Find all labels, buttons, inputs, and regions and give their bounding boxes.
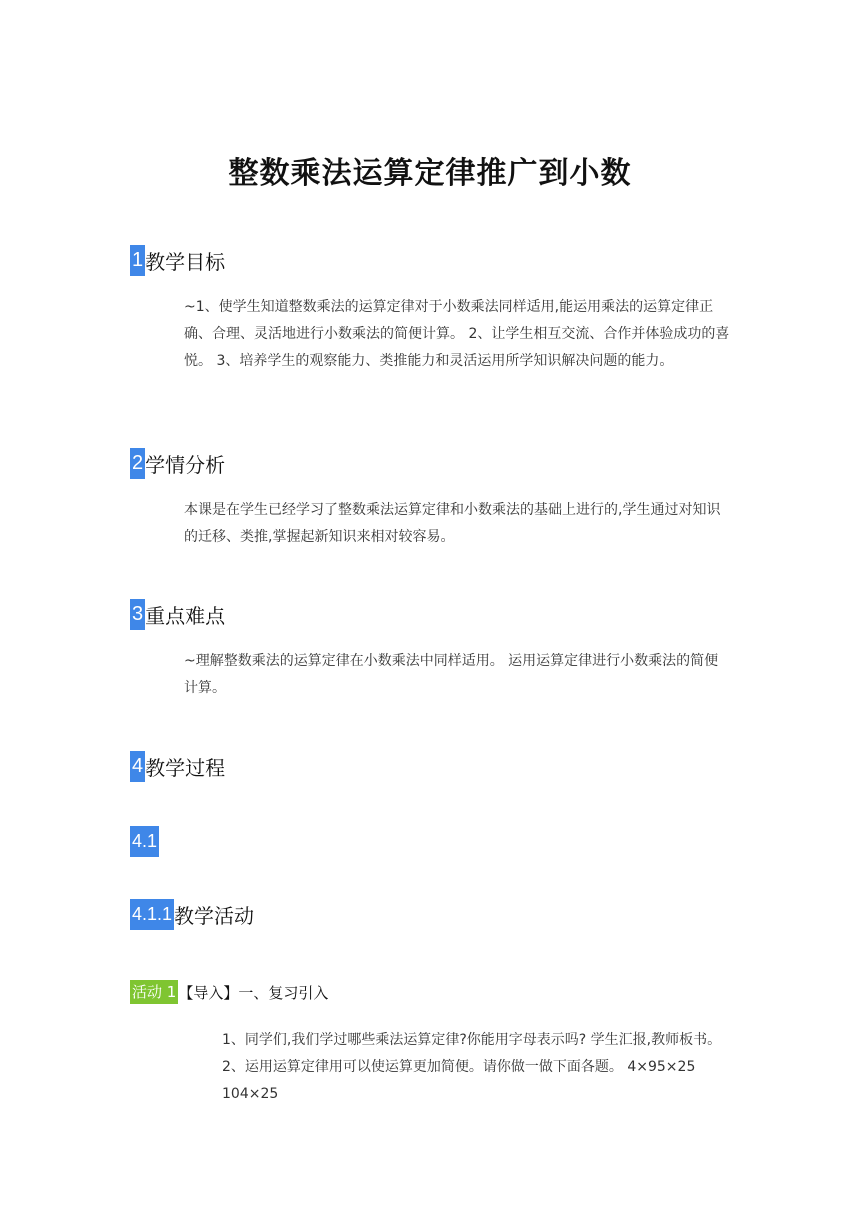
section-body-2: 本课是在学生已经学习了整数乘法运算定律和小数乘法的基础上进行的,学生通过对知识的迁移、类推,掌握起新知识来相对较容易。 [184, 502, 721, 545]
section-heading-4 [130, 751, 225, 782]
page-title: 整数乘法运算定律推广到小数 [228, 156, 632, 191]
section-number: 2 [130, 448, 145, 479]
section-heading-2 [130, 448, 225, 479]
section-title: 教学过程 [145, 756, 226, 780]
subsubsection-number: 4.1.1 [130, 899, 174, 930]
section-title: 重点难点 [145, 604, 226, 628]
activity-title: 【导入】一、复习引入 [178, 983, 329, 1002]
section-heading-1 [130, 245, 225, 276]
activity-tag: 活动 1 [130, 980, 178, 1004]
section-title: 教学目标 [145, 250, 226, 274]
section-heading-3 [130, 599, 225, 630]
subsection-number: 4.1 [130, 826, 159, 857]
activity-heading [130, 980, 328, 1004]
section-number: 3 [130, 599, 145, 630]
section-body-1: ~1、使学生知道整数乘法的运算定律对于小数乘法同样适用,能运用乘法的运算定律正确、合理、灵活地进行小数乘法的简便计算。 2、让学生相互交流、合作并体验成功的喜悦。 3、培养学生的观察能力、类推能力和灵活运用所学知识解决问题的能力。 [184, 299, 730, 369]
section-number: 1 [130, 245, 145, 276]
section-number: 4 [130, 751, 145, 782]
section-title: 学情分析 [145, 453, 226, 477]
subsubsection-heading-4-1-1 [130, 899, 254, 930]
subsubsection-title: 教学活动 [174, 904, 255, 928]
activity-body: 1、同学们,我们学过哪些乘法运算定律?你能用字母表示吗? 学生汇报,教师板书。 2、运用运算定律用可以使运算更加简便。请你做一做下面各题。 4×95×25 104×25 [222, 1032, 722, 1102]
section-body-3: ~理解整数乘法的运算定律在小数乘法中同样适用。 运用运算定律进行小数乘法的简便计算。 [184, 653, 719, 696]
subsection-heading-4-1 [130, 826, 159, 857]
